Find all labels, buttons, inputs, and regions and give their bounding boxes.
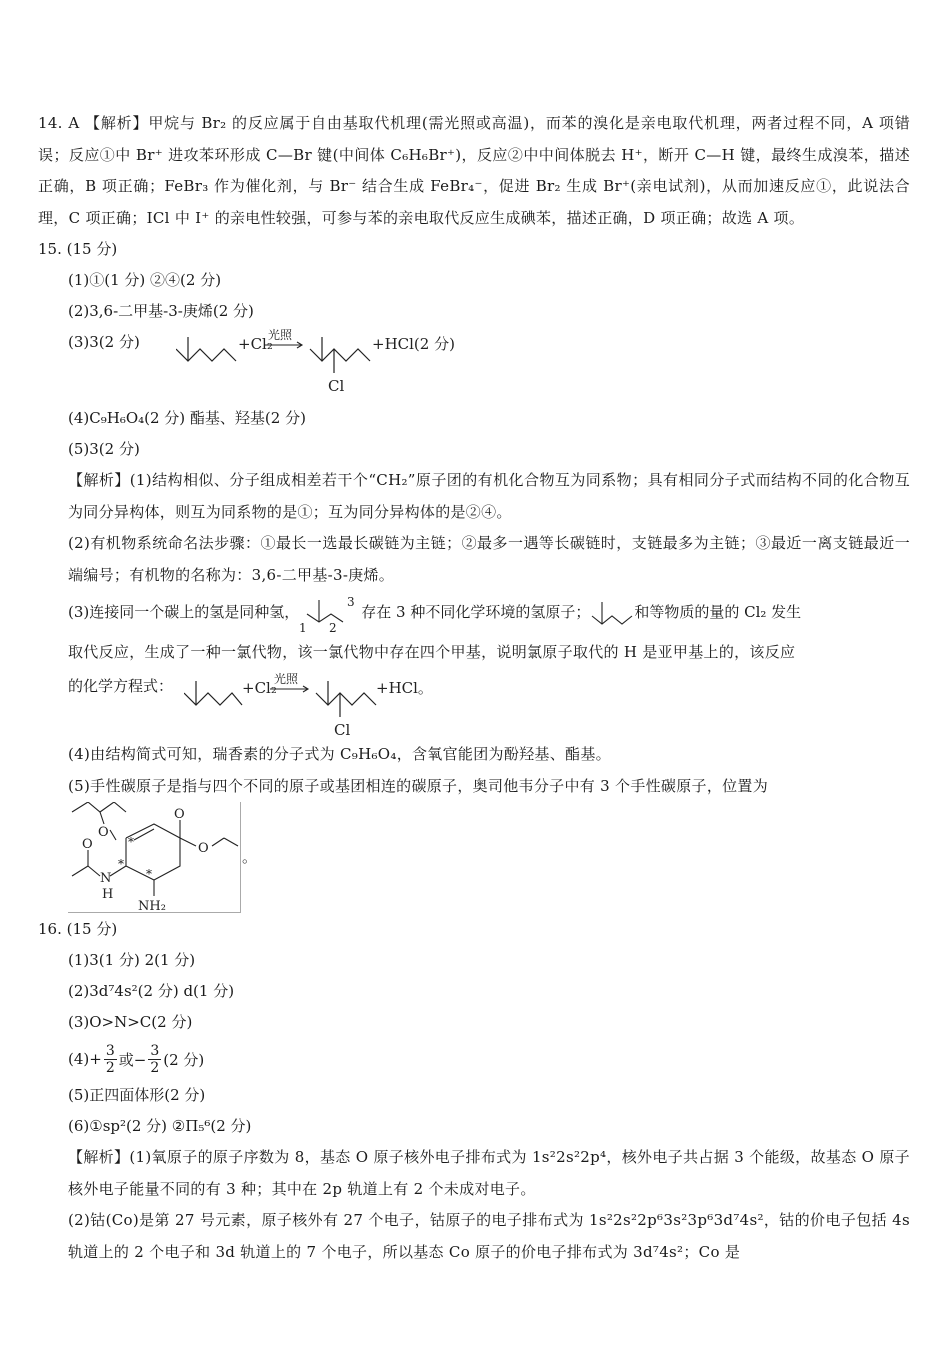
- light-condition: 光照: [268, 328, 293, 342]
- q16-answer-6: (6)①sp²(2 分) ②Π₅⁶(2 分): [68, 1117, 252, 1135]
- q15-explanation-2: (2)有机物系统命名法步骤：①最长一选最长碳链为主链；②最多一遇等长碳链时，支链最多为主链；③最近一离支链最近一端编号；有机物的名称为：3,6-二甲基-3-庚烯。: [68, 534, 910, 584]
- q16-answer-2: (2)3d⁷4s²(2 分) d(1 分): [68, 982, 235, 1000]
- fraction-2-den: 2: [150, 1059, 160, 1076]
- plus-cl2-2: +Cl₂: [242, 679, 277, 697]
- num-3: 3: [347, 595, 355, 609]
- fraction-2-num: 3: [150, 1042, 160, 1059]
- num-1: 1: [299, 621, 307, 634]
- reaction-equation-2: [184, 671, 444, 739]
- fraction-1: [104, 1043, 117, 1076]
- fraction-1-num: 3: [105, 1042, 115, 1059]
- q15-answer-3: [68, 327, 910, 403]
- q16-answer-1: (1)3(1 分) 2(1 分): [68, 951, 196, 969]
- exp3-part-c: 和等物质的量的 Cl₂ 发生: [634, 603, 802, 621]
- mol-hydrogen: H: [102, 887, 114, 902]
- q15-explanation-3-cont: 取代反应，生成了一种一氯代物，该一氯代物中存在四个甲基，说明氯原子取代的 H 是亚甲基上的，该反应: [68, 643, 796, 661]
- num-2: 2: [329, 621, 337, 634]
- plus-cl2: +Cl₂: [238, 335, 273, 353]
- reaction-equation: [176, 327, 476, 403]
- exp3-part-b: 存在 3 种不同化学环境的氢原子；: [361, 603, 591, 621]
- q16-explanation-2: (2)钴(Co)是第 27 号元素，原子核外有 27 个电子，钴原子的电子排布式为 1s²2s²2p⁶3s²3p⁶3d⁷4s²，钴的价电子包括 4s 轨道上的 2 个电子和 3d 轨道上的 7 个电子，所以基态 Co 原子的价电子排布式为 3d⁷4s²；Co 是: [68, 1211, 910, 1261]
- q16-answer-5: (5)正四面体形(2 分): [68, 1086, 206, 1104]
- a4-mid: 或−: [118, 1050, 147, 1069]
- reactant-skeleton: [176, 337, 236, 361]
- q15-explanation-5: (5)手性碳原子是指与四个不同的原子或基团相连的碳原子，奥司他韦分子中有 3 个手性碳原子，位置为: [68, 776, 769, 795]
- mol-amino: NH₂: [138, 899, 166, 913]
- light-condition-2: 光照: [274, 672, 299, 686]
- q14-answer: 14. A 【解析】甲烷与 Br₂ 的反应属于自由基取代机理(需光照或高温)，而苯的溴化是亲电取代机理，两者过程不同，A 项错误；反应①中 Br⁺ 进攻苯环形成 C—Br 键(中间体 C₆H₆Br⁺)，反应②中中间体脱去 H⁺，断开 C—H 键，最终生成溴苯，描述正确，B 项正确；FeBr₃ 作为催化剂，与 Br⁻ 结合生成 FeBr₄⁻，促进 Br₂ 生成 Br⁺(亲电试剂)，从而加速反应①，此说法合理，C 项正确；ICl 中 I⁺ 的亲电性较强，可参与苯的亲电取代反应生成碘苯，描述正确，D 项正确；故选 A 项。: [38, 114, 910, 227]
- oseltamivir-svg: [68, 802, 241, 913]
- q16-answer-3: (3)O>N>C(2 分): [68, 1013, 193, 1031]
- fraction-1-den: 2: [105, 1059, 115, 1076]
- mol-oxygen-ether: O: [98, 825, 109, 840]
- product-skeleton: [310, 337, 370, 373]
- q16-answer-4: [68, 1038, 910, 1080]
- q15-answer-1: (1)①(1 分) ②④(2 分): [68, 271, 222, 289]
- structure-end-mark: 。: [242, 848, 258, 866]
- numbered-skeleton: [299, 592, 361, 634]
- mol-nitrogen: N: [100, 871, 112, 886]
- oseltamivir-structure: [68, 802, 910, 914]
- q16-header: 16. (15 分): [38, 920, 118, 938]
- plus-hcl: +HCl(2 分): [372, 335, 455, 353]
- q15-explanation-1: 【解析】(1)结构相似、分子组成相差若干个“CH₂”原子团的有机化合物互为同系物；具有相同分子式而结构不同的化合物互为同分异构体，则互为同系物的是①；互为同分异构体的是②④。: [68, 471, 910, 521]
- q15-answer-4: (4)C₉H₆O₄(2 分) 酯基、羟基(2 分): [68, 409, 306, 427]
- a4-suffix: (2 分): [163, 1050, 205, 1069]
- q15-answer-2: (2)3,6-二甲基-3-庚烯(2 分): [68, 302, 254, 320]
- chiral-star-1: *: [128, 835, 134, 849]
- exp3-part-e: 的化学方程式：: [68, 677, 174, 695]
- q15-header: 15. (15 分): [38, 240, 118, 258]
- fraction-2: [148, 1043, 161, 1076]
- chlorine-label: Cl: [328, 377, 345, 395]
- mol-oxygen-carbonyl: O: [174, 807, 185, 822]
- a4-prefix: (4)+: [68, 1050, 102, 1068]
- q15-answer-5: (5)3(2 分): [68, 440, 140, 458]
- answer-page: [38, 108, 910, 1268]
- q16-explanation-1: 【解析】(1)氧原子的原子序数为 8，基态 O 原子核外电子排布式为 1s²2s²2p⁴，核外电子共占据 3 个能级，故基态 O 原子核外电子能量不同的有 3 种；其中在 2p 轨道上有 2 个未成对电子。: [68, 1148, 910, 1198]
- mol-oxygen-ester: O: [198, 841, 209, 856]
- q15-explanation-3: [68, 591, 910, 633]
- plus-hcl-2: +HCl。: [376, 679, 433, 697]
- q15-equation-2: [68, 671, 910, 739]
- alkane-skeleton: [590, 592, 634, 634]
- chlorine-label-2: Cl: [334, 721, 351, 739]
- q15-explanation-4: (4)由结构简式可知，瑞香素的分子式为 C₉H₆O₄，含氧官能团为酚羟基、酯基。: [68, 745, 611, 763]
- chiral-star-3: *: [146, 867, 152, 881]
- mol-oxygen-amide: O: [82, 837, 93, 852]
- exp3-part-a: (3)连接同一个碳上的氢是同种氢，: [68, 603, 300, 621]
- chiral-star-2: *: [118, 857, 124, 871]
- q15-answer-3-prefix: (3)3(2 分): [68, 333, 140, 351]
